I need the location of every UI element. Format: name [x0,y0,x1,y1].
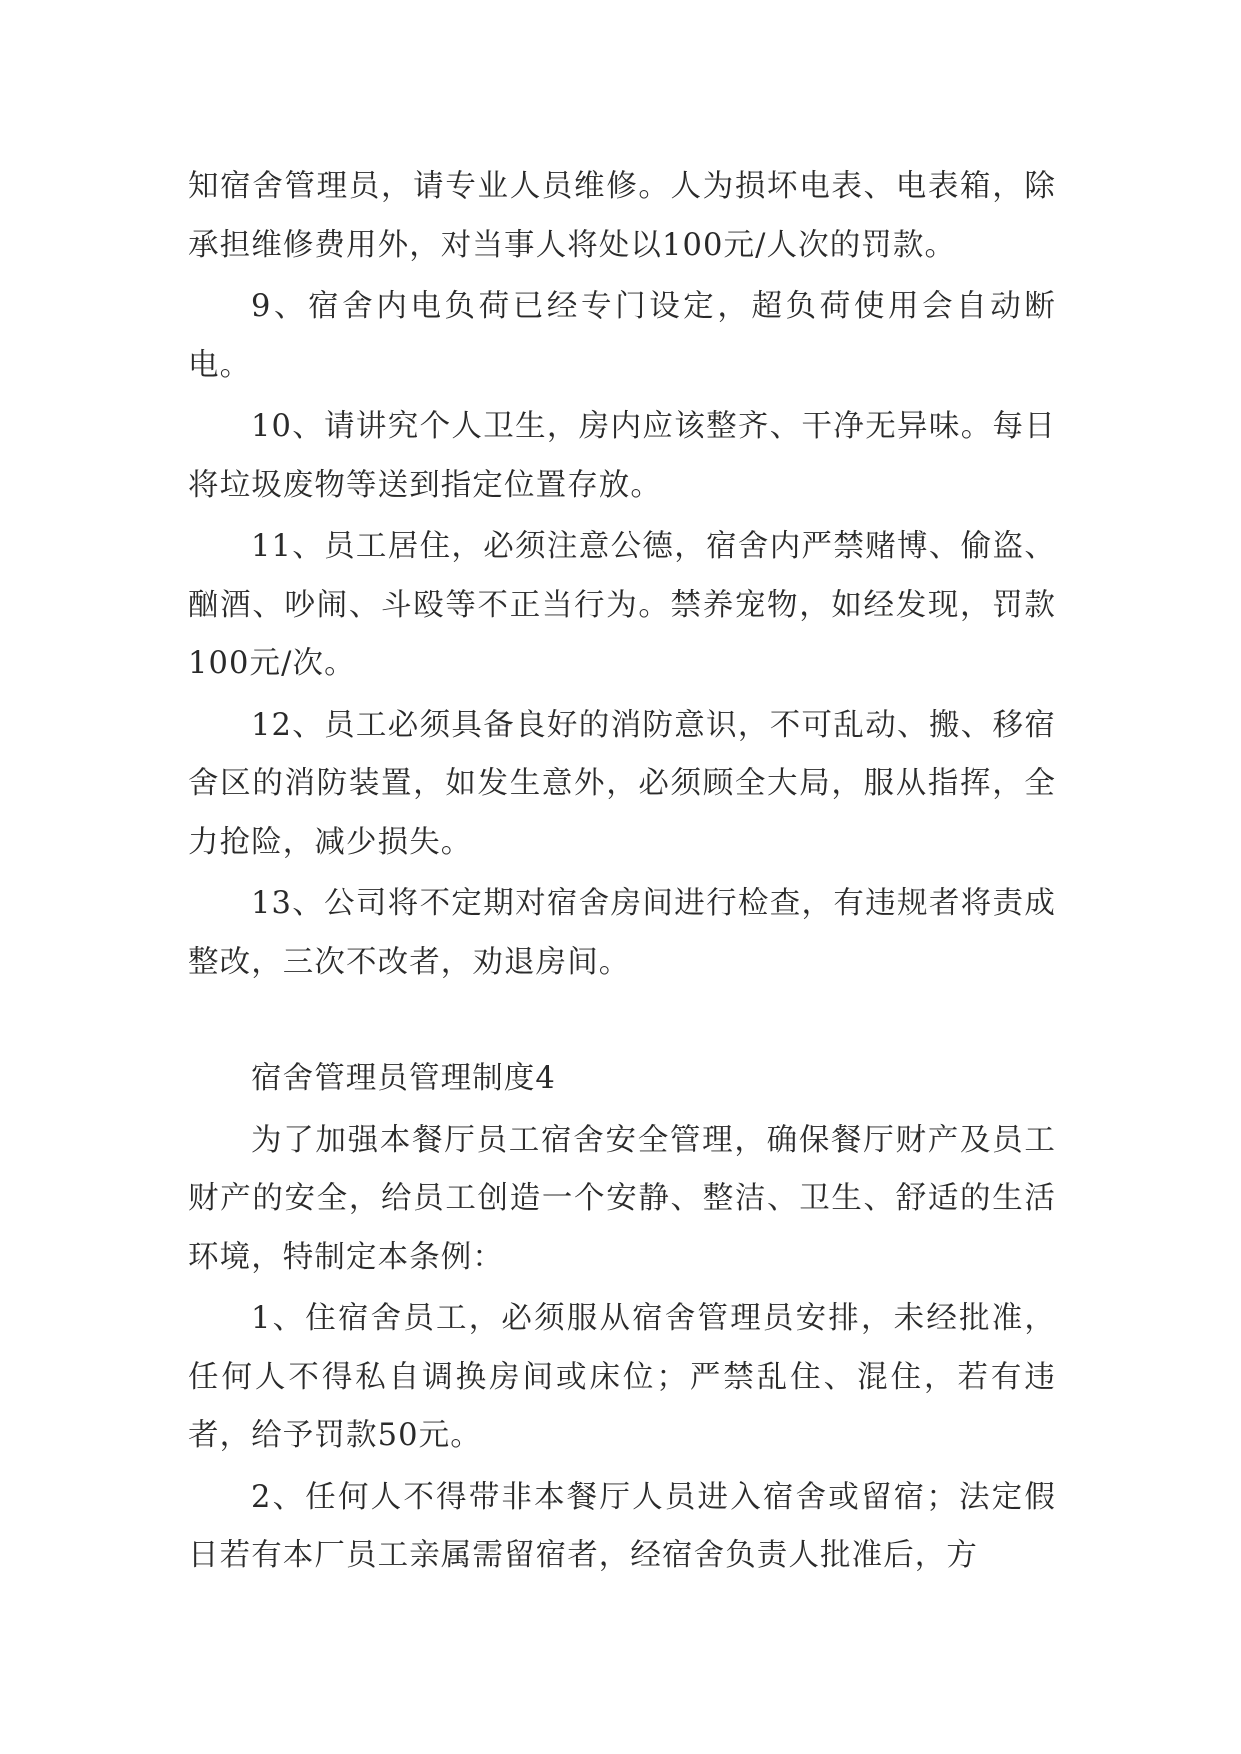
document-body [188,158,1056,1589]
paragraph-item-2: 2、任何人不得带非本餐厅人员进入宿舍或留宿；法定假日若有本厂员工亲属需留宿者，经宿舍负责人批准后，方 [188,1479,1056,1573]
paragraph-intro: 为了加强本餐厅员工宿舍安全管理，确保餐厅财产及员工财产的安全，给员工创造一个安静、整洁、卫生、舒适的生活环境，特制定本条例： [188,1122,1056,1275]
section-heading: 宿舍管理员管理制度4 [251,1061,556,1096]
paragraph-item-10: 10、请讲究个人卫生，房内应该整齐、干净无异味。每日将垃圾废物等送到指定位置存放。 [188,409,1056,503]
paragraph-item-11: 11、员工居住，必须注意公德，宿舍内严禁赌博、偷盗、酗酒、吵闹、斗殴等不正当行为。禁养宠物，如经发现，罚款100元/次。 [188,529,1056,681]
paragraph-item-13: 13、公司将不定期对宿舍房间进行检查，有违规者将责成整改，三次不改者，劝退房间。 [188,886,1056,980]
paragraph-item-12: 12、员工必须具备良好的消防意识，不可乱动、搬、移宿舍区的消防装置，如发生意外，必须顾全大局，服从指挥，全力抢险，减少损失。 [188,707,1056,860]
paragraph-item-1: 1、住宿舍员工，必须服从宿舍管理员安排，未经批准，任何人不得私自调换房间或床位；严禁乱住、混住，若有违者，给予罚款50元。 [188,1301,1056,1453]
paragraph-item-9: 9、宿舍内电负荷已经专门设定，超负荷使用会自动断电。 [188,289,1056,383]
paragraph-continuation: 知宿舍管理员，请专业人员维修。人为损坏电表、电表箱，除承担维修费用外，对当事人将处以100元/人次的罚款。 [188,169,1056,263]
